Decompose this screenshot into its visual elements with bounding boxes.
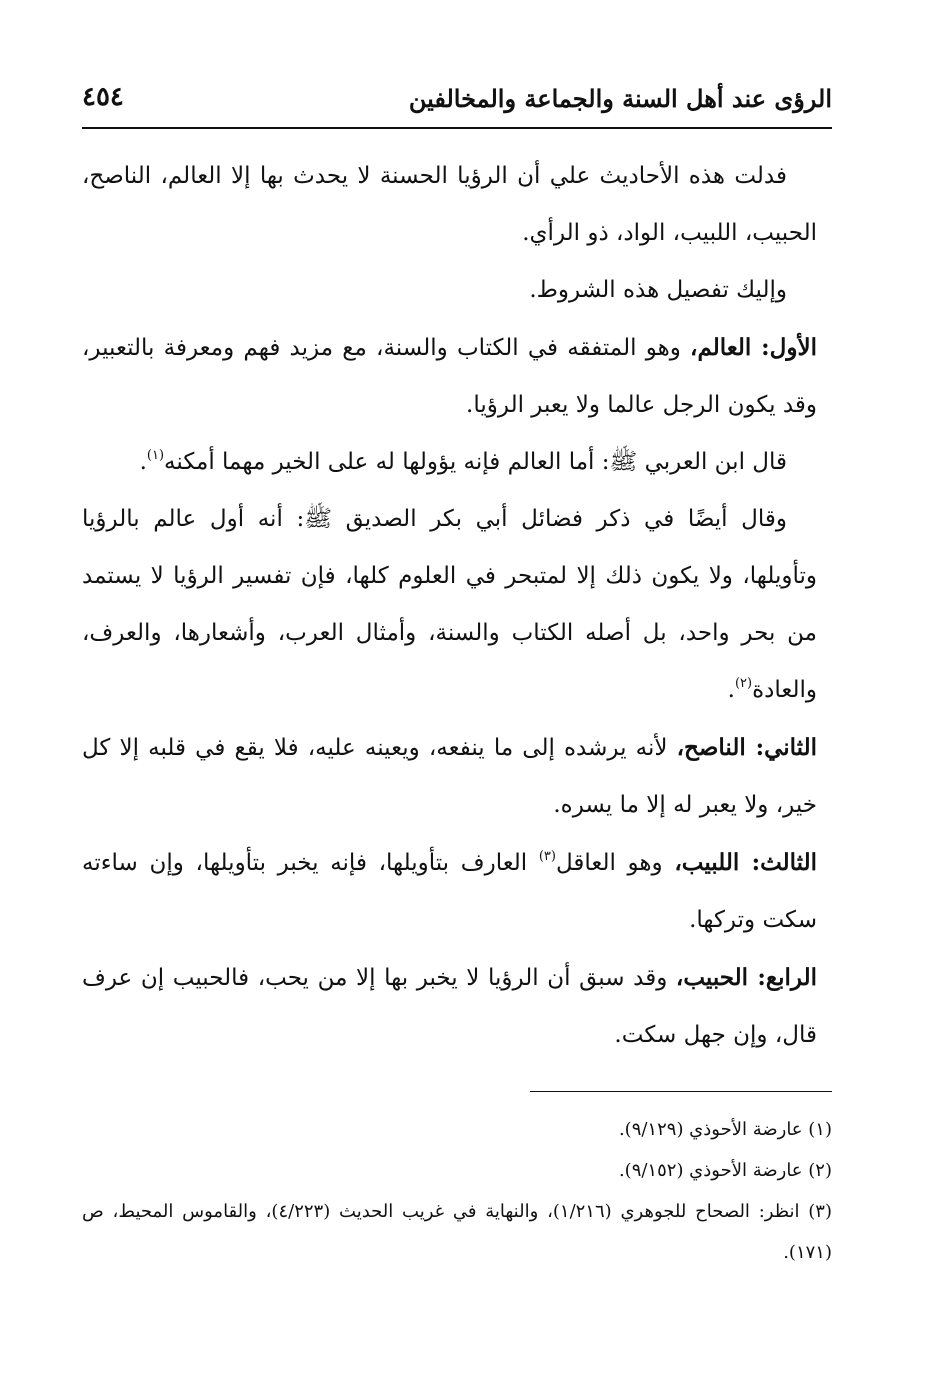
paragraph-3-text: وهو المتفقه في الكتاب والسنة، مع مزيد فهم ومعرفة بالتعبير، وقد يكون الرجل عالما ولا يعبر الرؤيا. [82,335,817,418]
section-heading-third: الثالث: اللبيب، [674,849,818,876]
page-header [82,78,832,118]
paragraph-5-text: وقال أيضًا في ذكر فضائل أبي بكر الصديق ﷺ: أنه أول عالم بالرؤيا وتأويلها، ولا يكون ذلك إلا لمتبحر في العلوم كلها، فإن تفسير الرؤيا لا يستمد من بحر واحد، بل أصله الكتاب والسنة، وأمثال العرب، وأشعارها، والعرف، والعادة [82,506,817,703]
footnote-ref-3[interactable]: (٣) [538,849,556,864]
footnote-divider [530,1091,832,1092]
paragraph-1-text: فدلت هذه الأحاديث علي أن الرؤيا الحسنة لا يحدث بها إلا العالم، الناصح، الحبيب، اللبيب، الواد، ذو الرأي. [82,163,817,246]
main-text [82,148,817,1064]
paragraph-3 [82,319,817,434]
footnote-ref-1[interactable]: (١) [146,448,165,463]
paragraph-4-end: . [139,449,147,475]
section-heading-fourth: الرابع: الحبيب، [675,964,817,991]
footnote-ref-2[interactable]: (٢) [734,676,753,691]
paragraph-5 [82,491,817,719]
paragraph-2 [82,262,817,319]
paragraph-7 [82,834,817,949]
paragraph-4 [82,434,817,491]
paragraph-8 [82,949,817,1064]
section-heading-second: الثاني: الناصح، [676,734,817,761]
paragraph-8-text: وقد سبق أن الرؤيا لا يخبر بها إلا من يحب، فالحبيب إن عرف قال، وإن جهل سكت. [82,965,817,1048]
paragraph-4-text: قال ابن العربي ﷺ: أما العالم فإنه يؤولها له على الخير مهما أمكنه [164,449,787,475]
page-number: ٤٥٤ [82,82,124,112]
running-title: الرؤى عند أهل السنة والجماعة والمخالفين [408,84,832,113]
paragraph-2-text: وإليك تفصيل هذه الشروط. [529,277,787,303]
section-heading-first: الأول: العالم، [690,334,817,361]
footnote-3: (٣) انظر: الصحاح للجوهري (١/٢١٦)، والنهاية في غريب الحديث (٤/٢٢٣)، والقاموس المحيط، ص (١٧١). [82,1201,832,1263]
header-divider [82,127,832,129]
paragraph-7-text-a: وهو العاقل [555,850,675,876]
paragraph-6 [82,719,817,834]
paragraph-6-text: لأنه يرشده إلى ما ينفعه، ويعينه عليه، فلا يقع في قلبه إلا كل خير، ولا يعبر له إلا ما يسره. [82,735,817,818]
footnote-1: (١) عارضة الأحوذي (٩/١٢٩). [618,1119,832,1140]
paragraph-5-end: . [727,677,735,703]
paragraph-7-text-b: العارف بتأويلها، فإنه يخبر بتأويلها، وإن ساءته سكت وتركها. [82,850,817,933]
footnote-2: (٢) عارضة الأحوذي (٩/١٥٢). [618,1160,832,1181]
paragraph-1 [82,148,817,262]
footnotes [82,1109,832,1273]
